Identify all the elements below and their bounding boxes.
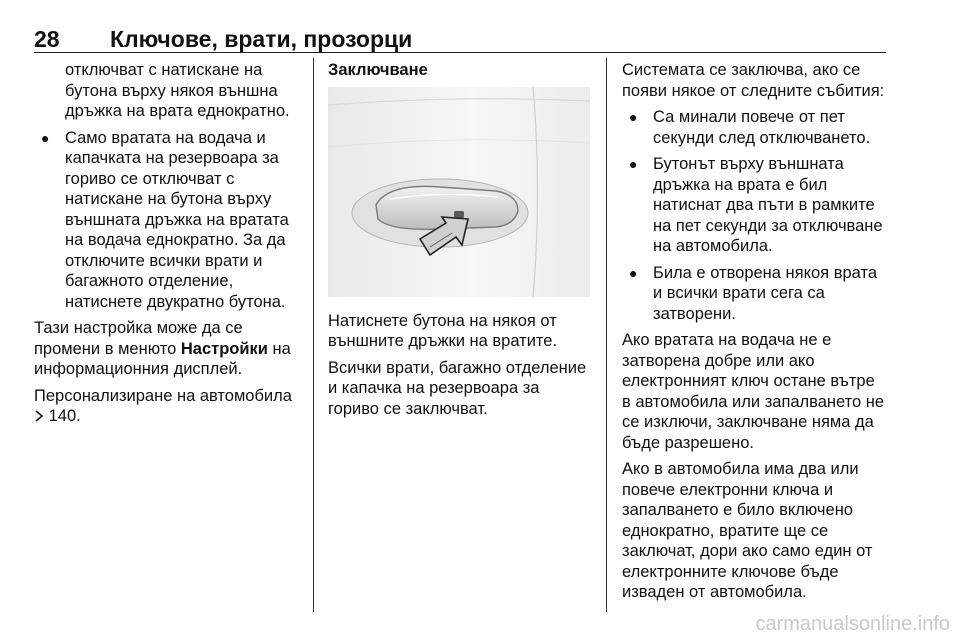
- column-divider-right: [606, 58, 607, 612]
- list-item: [622, 263, 886, 325]
- door-handle-illustration: [328, 87, 590, 297]
- list-item: [34, 128, 298, 313]
- driver-door-paragraph: Ако вратата на водача не е затворена добре или ако електронният ключ остане вътре в автомобила или запалването не се изключи, заключване няма да бъде разрешено.: [622, 331, 885, 452]
- reference-page: 140.: [48, 407, 81, 425]
- left-bullet-list: [34, 128, 298, 313]
- bullet-text: Бутонът върху външната дръжка на врата е бил натиснат два пъти в рамките на пет секунди за отключване на автомобила.: [653, 155, 883, 255]
- bullet-dot-icon: ●: [629, 156, 638, 172]
- page-number: 28: [34, 26, 60, 52]
- settings-text-before: Тази настройка може да се промени в менюто: [34, 319, 243, 358]
- middle-column: [328, 60, 592, 425]
- settings-text-after: на информационния дисплей.: [34, 339, 291, 378]
- list-item: [622, 107, 886, 148]
- caption-all-locked: Всички врати, багажно отделение и капачка на резервоара за гориво се заключват.: [328, 358, 587, 418]
- section-title: Заключване: [328, 61, 428, 79]
- right-column: [622, 60, 886, 609]
- arrow-reference-icon: [34, 410, 44, 422]
- settings-paragraph: [34, 318, 298, 380]
- continuation-text: отключват с натискане на бутона върху някоя външна дръжка на врата еднократно.: [65, 61, 290, 120]
- caption-press-button: Натиснете бутона на някоя от външните дръжки на вратите.: [328, 311, 558, 350]
- watermark: carmanualsonline.info: [755, 613, 950, 635]
- intro-paragraph: Системата се заключва, ако се появи някое от следните събития:: [622, 61, 885, 100]
- personalization-paragraph: [34, 386, 298, 427]
- bullet-text: Само вратата на водача и капачката на резервоара за гориво се отключват с натискане на бутона върху външната дръжка на вратата на водача еднократно. За да отключите всички врати и багажното отделение, натиснете двукратно бутона.: [65, 128, 289, 311]
- bullet-dot-icon: ●: [629, 109, 638, 125]
- bullet-dot-icon: ●: [629, 264, 638, 281]
- right-bullet-list: [622, 107, 886, 324]
- chapter-title: Ключове, врати, прозорци: [110, 26, 413, 52]
- list-item: [622, 154, 886, 257]
- two-keys-paragraph: Ако в автомобила има два или повече електронни ключа и запалването е било включено еднократно, вратите ще се заключат, дори ако само един от електронните ключове бъде изваден от автомобила.: [622, 460, 873, 601]
- bullet-text: Са минали повече от пет секунди след отключването.: [653, 108, 871, 147]
- header-divider: [34, 52, 886, 53]
- personalization-text: Персонализиране на автомобила: [34, 386, 292, 405]
- settings-menu-name: Настройки: [180, 339, 268, 358]
- bullet-dot-icon: ●: [41, 129, 50, 146]
- bullet-text: Била е отворена някоя врата и всички врати сега са затворени.: [653, 263, 877, 323]
- column-divider-left: [313, 58, 314, 612]
- left-column: [34, 60, 298, 433]
- page-header: [34, 26, 886, 54]
